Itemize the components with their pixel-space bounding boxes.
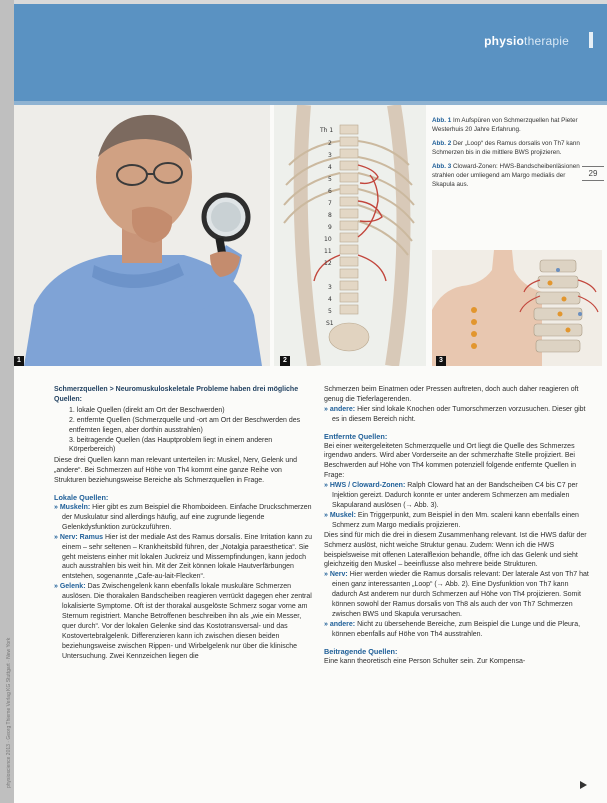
bullet-nerve: » Nerv: Ramus Hier ist der mediale Ast des Ramus dorsalis. Eine Irritation kann zu einem – sehr seltenen – Krankheitsbild führen, der „Notalgia paraesthetica“. Sie geht meistens einher mit lokalen Juckreiz und Missempfindungen, kann jedoch auch ausstrahlen bis weit hin. Mit der Zeit können lokale Hautverfärbungen entstehen, sogenannte „Cafe-au-lait-Flecken“. [54, 533, 314, 583]
svg-text:4: 4 [328, 164, 332, 171]
list-item: 1. lokale Quellen (direkt am Ort der Beschwerden) [69, 406, 225, 414]
bullet-joint: » Gelenk: Das Zwischengelenk kann ebenfalls lokale muskuläre Schmerzen auslösen. Die thorakalen Bandscheiben reagieren verrückt dagegen eher zentral lokalisierte Symptome. Oft ist der thorakal ausgelöste Schmerz sogar vorne am Sternum registriert. Manche Betroffenen beschreiben ihn als „wie ein Messer, quer durch“. Vor der lokalen Gelenke sind das Kostotransversal- und das Kostovertebralgelenk. Differenzieren kann ich zwischen diesen beiden beziehungsweise zwischen Rippen- und Wirbelgelenk nur über die klinische Untersuchung. Zwei Kennzeichen liegen die [54, 582, 314, 661]
bullet-nerve-remote: » Nerv: Hier werden wieder die Ramus dorsalis relevant: Der laterale Ast von Th7 hat einen ganz interessanten „Loop“ (→ Abb. 2). Eine Dysfunktion von Th7 kann dadurch Ast anderem nur durch Schmerzen auf Höhe von Th4 projizieren. Somit können sowohl der Ramus dorsalis von Th8 als auch der von Th7 Schmerzen zwischen BWS und Skapula verursachen. [324, 570, 590, 620]
continued-paragraph: Schmerzen beim Einatmen oder Pressen auftreten, doch auch daher reagieren oft genug die Tieferlagerenden. [324, 386, 579, 403]
svg-text:S1: S1 [326, 320, 334, 327]
caption-2: Abb. 2 Der „Loop“ des Ramus dorsalis von Th7 kann Schmerzen bis in die mittlere BWS projizieren. [432, 140, 580, 156]
figure-captions [432, 117, 582, 195]
bullet-other-remote: » andere: Nicht zu übersehende Bereiche, zum Beispiel die Lunge und die Pleura, können ebenfalls auf Höhe von Th4 ausstrahlen. [324, 620, 590, 640]
brand-main: physio [484, 34, 525, 48]
article-column-1 [54, 385, 314, 661]
cloward-zones-diagram [432, 250, 602, 366]
svg-text:3: 3 [328, 152, 332, 159]
sources-list [54, 406, 314, 456]
list-item: 3. beitragende Quellen (das Hauptproblem liegt in einem anderen Körperbereich) [69, 436, 273, 454]
list-item: 2. entfernte Quellen (Schmerzquelle und -ort am Ort der Beschwerden des entfernten liegen, aber dorthin ausstrahlen) [69, 416, 301, 434]
body-paragraph: Diese drei Quellen kann man relevant unterteilen in: Muskel, Nerv, Gelenk und „andere“. Bei Schmerzen auf Höhe von Th4 kommt eine ganze Reihe von Strukturen beziehungsweise Bereiche als Schmerzquellen in Frage. [54, 457, 298, 485]
header-bar [14, 4, 607, 101]
magazine-page [14, 4, 607, 803]
svg-text:10: 10 [324, 236, 332, 243]
body-paragraph: Bei einer weitergeleiteten Schmerzquelle und Ort liegt die Quelle des Schmerzes irgendwo anders. Wird aber Vorderseite an der schmerzhafte Stelle projiziert. Bei Beschwerden auf Höhe von Th4 kommen potenziell folgende entfernte Quellen in Frage: [324, 442, 577, 480]
side-credit-note: physioscience 2013 · Georg Thieme Verlag KG Stuttgart · New York [6, 637, 12, 788]
svg-text:6: 6 [328, 188, 332, 195]
svg-text:2: 2 [328, 140, 332, 147]
svg-text:12: 12 [324, 260, 332, 267]
continue-arrow-icon [580, 781, 587, 789]
figure-3-cloward-zones [432, 250, 602, 366]
figure-2-spine-illustration [274, 105, 426, 366]
article-column-2 [324, 385, 590, 666]
svg-text:9: 9 [328, 224, 332, 231]
heading-contributing-sources: Beitragende Quellen: [324, 646, 398, 656]
brand-mark-icon [589, 32, 593, 48]
bullet-muscles: » Muskeln: Hier gibt es zum Beispiel die Rhomboideen. Einfache Druckschmerzen der Muskulatur sind allerdings häufig, auf eine zugrunde liegende Gelenkdysfunktion zurückzuführen. [54, 503, 314, 533]
bullet-muscle-remote: » Muskel: Ein Triggerpunkt, zum Beispiel in den Mm. scaleni kann ebenfalls einen Schmerz zum Margo medialis projizieren. [324, 511, 590, 531]
svg-text:4: 4 [328, 296, 332, 303]
figure-1-photo [14, 105, 270, 366]
caption-1: Abb. 1 Im Aufspüren von Schmerzquellen hat Pieter Westerhuis 20 Jahre Erfahrung. [432, 117, 578, 133]
body-paragraph: Dies sind für mich die drei in diesem Zusammenhang relevant. Ist die HWS dafür der Schmerz auslöst, nicht weiche Struktur genau. Zudem: Wenn ich die HWS beispielsweise mit offenen Lateralflexion behandle, öffne ich das Gelenk und sieht gleichzeitig den Muskel – beeinflusse also mehrere beide Strukturen. [324, 531, 587, 569]
man-with-magnifier-illustration [14, 105, 270, 366]
figure-3-number: 3 [436, 356, 446, 366]
svg-text:11: 11 [324, 248, 332, 255]
brand-logo [484, 34, 569, 48]
figure-2-number: 2 [280, 356, 290, 366]
svg-text:5: 5 [328, 308, 332, 315]
bullet-other-local: » andere: Hier sind lokale Knochen oder Tumorschmerzen vorzusuchen. Dieser gibt es in diesem Bereich nicht. [324, 405, 590, 425]
caption-3: Abb. 3 Cloward-Zonen: HWS-Bandscheibenläsionen strahlen oder umliegend am Margo medialis der Skapula aus. [432, 163, 580, 188]
bullet-cloward-zones: » HWS / Cloward-Zonen: Ralph Cloward hat an der Bandscheiben C4 bis C7 per Injektion gereizt. Dadurch konnte er unter anderem Schmerzen am medialen Skapularand auslösen (→ Abb. 3). [324, 481, 590, 511]
svg-text:3: 3 [328, 284, 332, 291]
svg-text:5: 5 [328, 176, 332, 183]
body-paragraph: Eine kann theoretisch eine Person Schulter sein. Zur Kompensa- [324, 657, 526, 665]
intro-paragraph: Schmerzquellen > Neuromuskuloskeletale Probleme haben drei mögliche Quellen: [54, 386, 299, 403]
heading-local-sources: Lokale Quellen: [54, 493, 109, 503]
svg-text:7: 7 [328, 200, 332, 207]
heading-remote-sources: Entfernte Quellen: [324, 431, 388, 441]
spine-nerve-diagram [274, 105, 426, 366]
page-number: 29 [582, 166, 604, 181]
brand-accent: therapie [524, 34, 569, 48]
svg-text:Th 1: Th 1 [320, 127, 334, 134]
svg-text:8: 8 [328, 212, 332, 219]
figure-1-number: 1 [14, 356, 24, 366]
